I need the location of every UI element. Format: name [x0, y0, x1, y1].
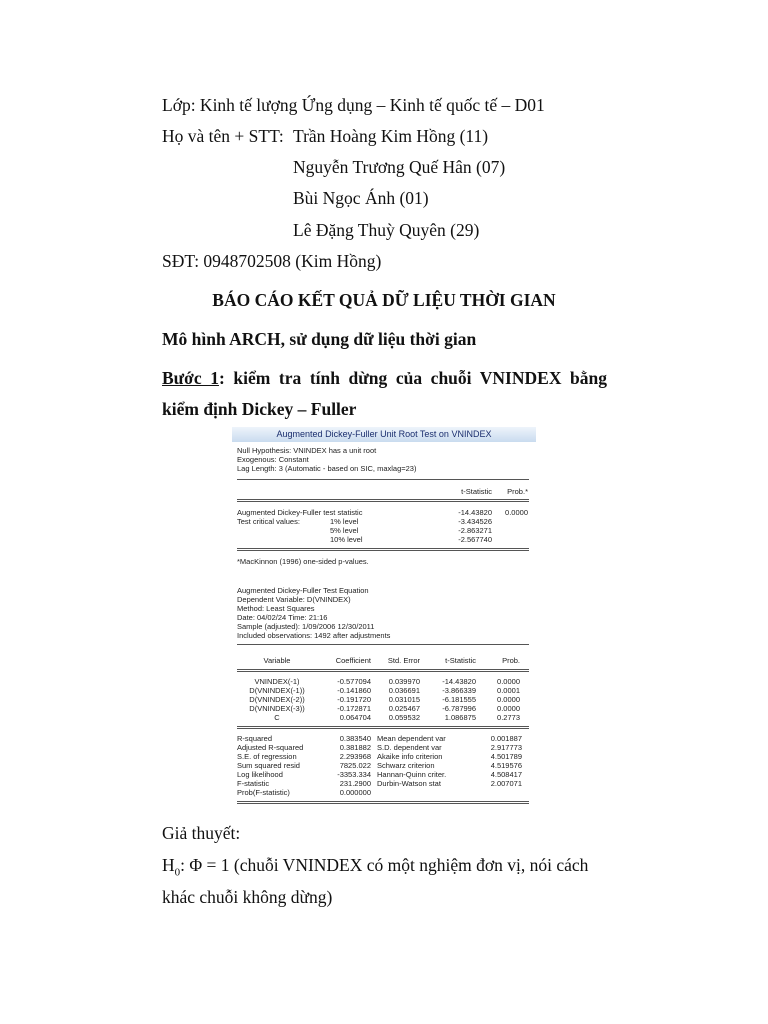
divider [237, 669, 529, 672]
members-label: Họ và tên + STT: [162, 126, 284, 146]
dependent-variable: Dependent Variable: D(VNINDEX) [237, 595, 351, 604]
phone-line: SĐT: 0948702508 (Kim Hồng) [162, 251, 382, 271]
date-time: Date: 04/02/24 Time: 21:16 [237, 613, 328, 622]
stat-value: 0.001887 [490, 734, 522, 743]
stat-label: Akaike info criterion [377, 752, 443, 761]
equation-title: Augmented Dickey-Fuller Test Equation [237, 586, 369, 595]
adf-test-output [232, 427, 536, 813]
coef-var: D(VNINDEX(-1)) [249, 686, 305, 695]
critical-value: -2.567740 [458, 535, 492, 544]
member-name: Lê Đặng Thuỳ Quyên (29) [293, 220, 480, 240]
coef-header: t-Statistic [445, 656, 476, 665]
coef-value: -0.191720 [337, 695, 371, 704]
adf-output-title: Augmented Dickey-Fuller Unit Root Test on VNINDEX [232, 427, 536, 442]
critical-value: -2.863271 [458, 526, 492, 535]
stat-value: 4.501789 [490, 752, 522, 761]
adf-prob: 0.0000 [505, 508, 528, 517]
report-title: BÁO CÁO KẾT QUẢ DỮ LIỆU THỜI GIAN [212, 290, 556, 310]
stat-value: 231.2900 [339, 779, 371, 788]
step1-text: : kiểm tra tính dừng của chuỗi VNINDEX bằng [218, 368, 607, 388]
adf-tstat: -14.43820 [458, 508, 492, 517]
critical-value: -3.434526 [458, 517, 492, 526]
coef-value: -14.43820 [442, 677, 476, 686]
included-observations: Included observations: 1492 after adjustments [237, 631, 391, 640]
stat-label: Prob(F-statistic) [237, 788, 290, 797]
step1-label: Bước 1 [162, 368, 219, 388]
h0-subscript: 0 [174, 866, 181, 879]
stat-value: 2.293968 [339, 752, 371, 761]
member-name: Trần Hoàng Kim Hồng (11) [293, 126, 489, 146]
stat-label: F-statistic [237, 779, 270, 788]
stat-label: R-squared [237, 734, 273, 743]
mackinnon-note: *MacKinnon (1996) one-sided p-values. [237, 557, 369, 566]
coef-header: Coefficient [335, 656, 371, 665]
step1-line2: kiểm định Dickey – Fuller [162, 399, 357, 419]
sample: Sample (adjusted): 1/09/2006 12/30/2011 [237, 622, 375, 631]
null-hypothesis: Null Hypothesis: VNINDEX has a unit root [237, 446, 377, 455]
stat-value: 0.383540 [339, 734, 371, 743]
divider [237, 726, 529, 729]
coef-value: 0.0000 [497, 677, 520, 686]
h0-prefix: H [162, 855, 175, 875]
coef-value: -6.181555 [442, 695, 476, 704]
coef-var: D(VNINDEX(-3)) [249, 704, 305, 713]
divider [237, 479, 529, 480]
coef-var: C [274, 713, 280, 722]
coef-header: Prob. [502, 656, 520, 665]
lag-length: Lag Length: 3 (Automatic - based on SIC, maxlag=23) [237, 464, 417, 473]
member-name: Nguyễn Trương Quế Hân (07) [293, 157, 506, 177]
coef-value: -0.141860 [337, 686, 371, 695]
divider [237, 499, 529, 502]
critical-level: 5% level [330, 526, 359, 535]
stat-label: Sum squared resid [237, 761, 300, 770]
coef-value: -6.787996 [442, 704, 476, 713]
stat-value: 0.381882 [339, 743, 371, 752]
h0-line2: khác chuỗi không dừng) [162, 887, 333, 907]
coef-value: 0.0000 [497, 704, 520, 713]
coef-value: 0.0000 [497, 695, 520, 704]
coef-value: 0.031015 [388, 695, 420, 704]
col-tstat: t-Statistic [461, 487, 492, 496]
stat-label: Schwarz criterion [377, 761, 435, 770]
stat-value: -3353.334 [337, 770, 371, 779]
stat-label: Log likelihood [237, 770, 283, 779]
coef-value: 0.025467 [388, 704, 420, 713]
critical-level: 10% level [330, 535, 363, 544]
stat-value: 4.508417 [490, 770, 522, 779]
coef-var: D(VNINDEX(-2)) [249, 695, 305, 704]
stat-label: S.D. dependent var [377, 743, 442, 752]
class-line: Lớp: Kinh tế lượng Ứng dụng – Kinh tế quốc tế – D01 [162, 95, 545, 115]
coef-value: 0.059532 [388, 713, 420, 722]
coef-value: 1.086875 [444, 713, 476, 722]
coef-header: Std. Error [387, 656, 420, 665]
stat-label: S.E. of regression [237, 752, 297, 761]
critical-label: Test critical values: [237, 517, 300, 526]
coef-value: 0.0001 [497, 686, 520, 695]
coef-header: Variable [263, 656, 291, 665]
divider [237, 801, 529, 804]
coef-value: 0.064704 [339, 713, 371, 722]
hypothesis-label: Giả thuyết: [162, 823, 241, 843]
h0-line1 [162, 855, 588, 879]
coef-value: -0.172871 [337, 704, 371, 713]
stat-label: Adjusted R-squared [237, 743, 304, 752]
adf-label: Augmented Dickey-Fuller test statistic [237, 508, 363, 517]
h0-text: : Φ = 1 (chuỗi VNINDEX có một nghiệm đơn vị, nói cách [180, 855, 589, 875]
method: Method: Least Squares [237, 604, 315, 613]
col-prob: Prob.* [507, 487, 528, 496]
stat-value: 0.000000 [339, 788, 371, 797]
coef-value: -3.866339 [442, 686, 476, 695]
stat-value: 2.917773 [490, 743, 522, 752]
critical-level: 1% level [330, 517, 359, 526]
coef-value: 0.2773 [497, 713, 520, 722]
stat-value: 4.519576 [490, 761, 522, 770]
stat-label: Hannan-Quinn criter. [377, 770, 447, 779]
stat-value: 7825.022 [339, 761, 371, 770]
coef-var: VNINDEX(-1) [254, 677, 300, 686]
model-heading: Mô hình ARCH, sử dụng dữ liệu thời gian [162, 329, 477, 349]
stat-label: Durbin-Watson stat [377, 779, 441, 788]
coef-value: 0.039970 [388, 677, 420, 686]
coef-value: 0.036691 [388, 686, 420, 695]
divider [237, 644, 529, 645]
stat-value: 2.007071 [490, 779, 522, 788]
coef-value: -0.577094 [337, 677, 371, 686]
member-name: Bùi Ngọc Ánh (01) [293, 188, 429, 208]
stat-label: Mean dependent var [377, 734, 446, 743]
divider [237, 548, 529, 551]
exogenous: Exogenous: Constant [237, 455, 309, 464]
step1-line1 [162, 368, 607, 389]
